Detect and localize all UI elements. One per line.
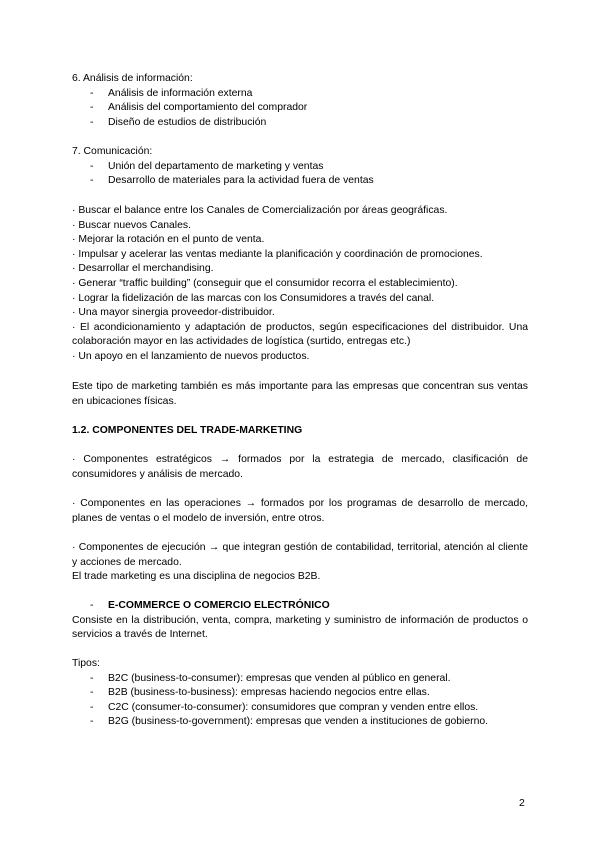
ecommerce-section [72,599,528,643]
heading-components: 1.2. COMPONENTES DEL TRADE-MARKETING [72,425,303,436]
dash-bullet: - [90,160,94,172]
objective-item: · Impulsar y acelerar las ventas mediante la planificación y coordinación de promociones. [72,248,483,260]
list-item: - Diseño de estudios de distribución [72,116,528,131]
dash-bullet: - [90,716,94,728]
dash-bullet: - [90,672,94,684]
objective-item: · Lograr la fidelización de las marcas con los Consumidores a través del canal. [72,292,435,304]
objective-item: · Buscar nuevos Canales. [72,219,191,231]
objective-item: · Buscar el balance entre los Canales de Comercialización por áreas geográficas. [72,205,448,216]
b2b-line: El trade marketing es una disciplina de negocios B2B. [72,571,321,583]
list-item: - B2C (business-to-consumer): empresas que venden al público en general. [72,672,528,687]
dash-bullet: - [90,600,94,611]
paragraph-physical: Este tipo de marketing también es más importante para las empresas que concentran sus ventas en ubicaciones físicas. [72,381,528,407]
list-item: - Análisis del comportamiento del comprador [72,101,528,116]
component-execution: · Componentes de ejecución → que integran gestión de contabilidad, territorial, atención al cliente y acciones de mercado. El trade marketing es una disciplina de negocios B2B. [72,541,528,585]
dash-bullet: - [90,687,94,699]
list-item: - B2G (business-to-government): empresas que venden a instituciones de gobierno. [72,715,528,730]
list-item: - Análisis de información externa [72,87,528,102]
component-operations: · Componentes en las operaciones → formados por los programas de desarrollo de mercado, planes de ventas o el modelo de inversión, entre otros. [72,498,528,524]
section-analisis [72,72,528,130]
list-item: - B2B (business-to-business): empresas haciendo negocios entre ellas. [72,686,528,701]
dash-bullet: - [90,102,94,114]
list-item: - Unión del departamento de marketing y ventas [72,160,528,175]
objective-item: · Generar “traffic building” (conseguir que el consumidor recorra el establecimiento). [72,277,458,289]
objective-item: · Desarrollar el merchandising. [72,263,214,275]
objective-item: · Un apoyo en el lanzamiento de nuevos productos. [72,350,310,362]
dash-bullet: - [90,87,94,99]
page-number: 2 [519,798,525,809]
section-title: 6. Análisis de información: [72,73,193,84]
component-strategic: · Componentes estratégicos → formados por la estrategia de mercado, clasificación de consumidores y análisis de mercado. [72,454,528,480]
list-item: - Desarrollo de materiales para la actividad fuera de ventas [72,174,528,189]
ecommerce-heading: - E-COMMERCE O COMERCIO ELECTRÓNICO [72,599,528,614]
list-item: - C2C (consumer-to-consumer): consumidores que compran y venden entre ellos. [72,701,528,716]
dash-bullet: - [90,175,94,187]
section-title: 7. Comunicación: [72,146,153,157]
ecommerce-description: Consiste en la distribución, venta, compra, marketing y suministro de información de productos o servicios a través de Internet. [72,614,528,641]
tipos-label: Tipos: [72,658,100,669]
objective-item: · Una mayor sinergia proveedor-distribuidor. [72,307,275,319]
objective-item: · Mejorar la rotación en el punto de venta. [72,234,265,246]
dash-bullet: - [90,701,94,713]
section-comunicacion [72,145,528,189]
tipos-section [72,657,528,730]
objectives-list [72,204,528,365]
dash-bullet: - [90,116,94,128]
objective-item: · El acondicionamiento y adaptación de productos, según especificaciones del distribuidor. Una colaboración mayor en las actividades de logística (surtido, entregas etc.) [72,321,528,348]
